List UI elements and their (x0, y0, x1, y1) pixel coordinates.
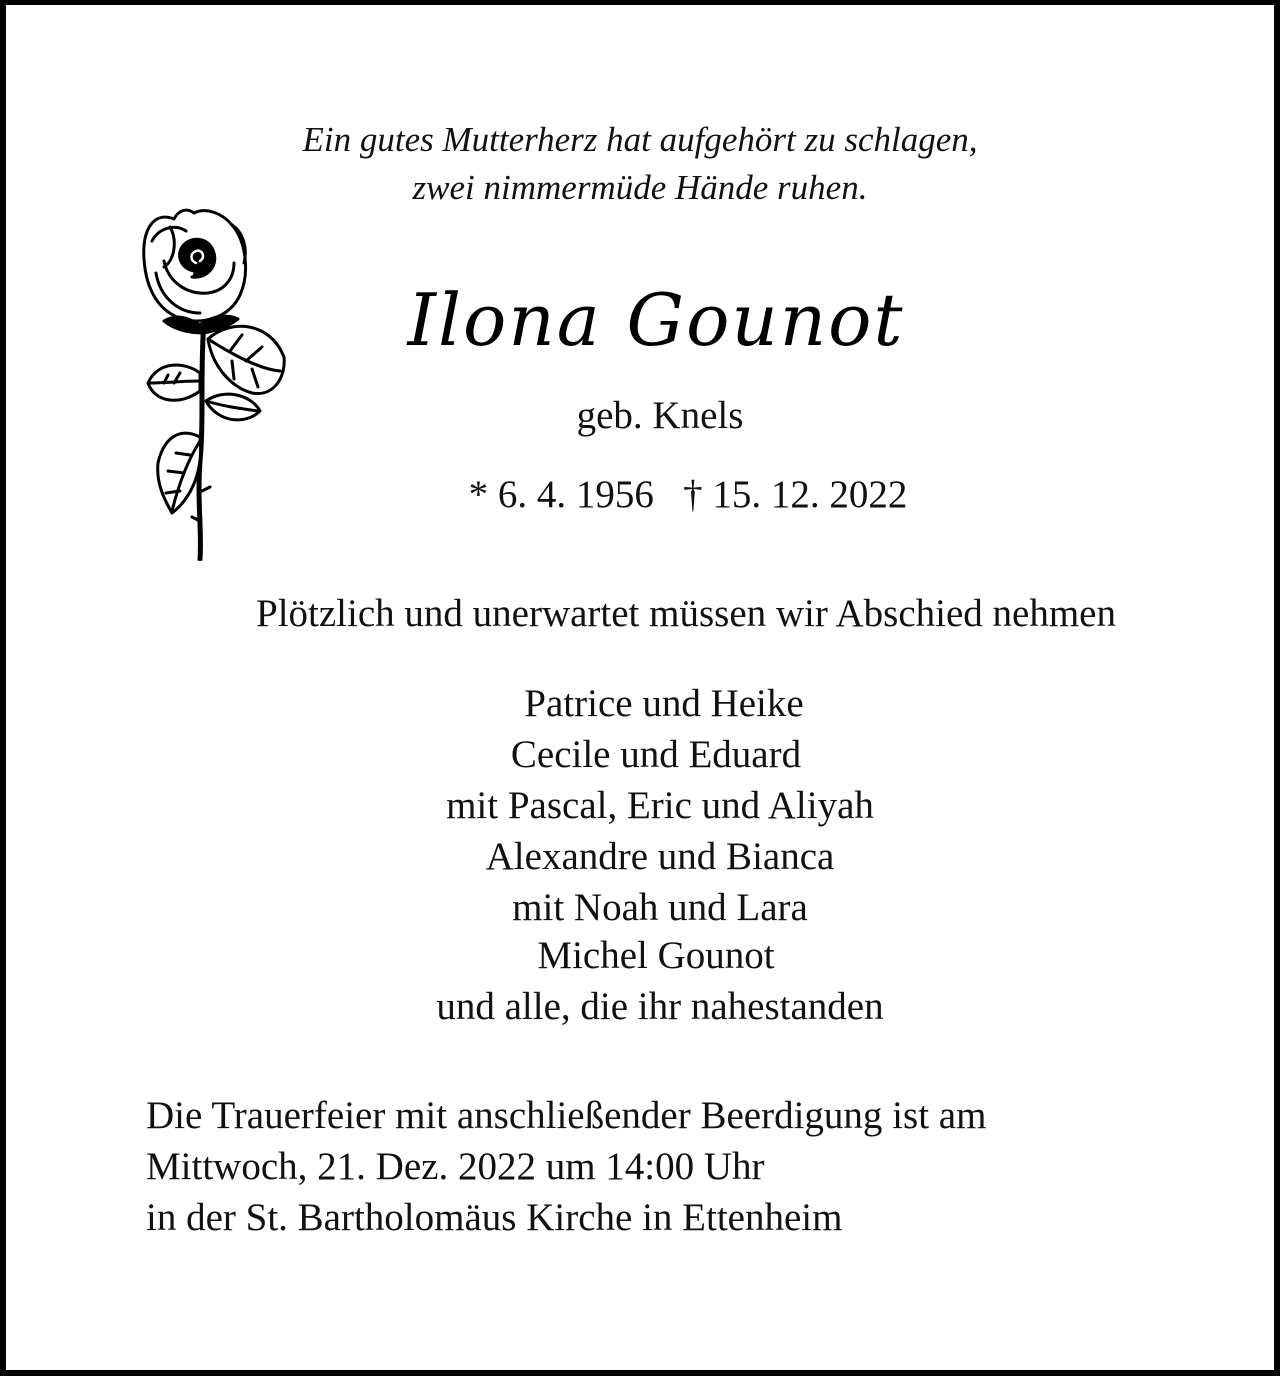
life-dates: * 6. 4. 1956 † 15. 12. 2022 (468, 473, 908, 516)
motto-line-1: Ein gutes Mutterherz hat aufgehört zu schlagen, (302, 120, 978, 159)
deceased-name: Ilona Gounot (407, 278, 905, 362)
intro-text: Plötzlich und unerwartet müssen wir Abschied nehmen (256, 592, 1116, 635)
maiden-name: geb. Knels (576, 394, 744, 437)
motto-line-2: zwei nimmermüde Hände ruhen. (412, 168, 868, 207)
mourner-line: Patrice und Heike (524, 682, 804, 725)
mourner-line: mit Pascal, Eric und Aliyah (446, 784, 874, 827)
mourner-line: Cecile und Eduard (510, 733, 802, 776)
mourner-line: und alle, die ihr nahestanden (436, 985, 884, 1028)
mourner-line: Alexandre und Bianca (485, 835, 835, 878)
service-line-1: Die Trauerfeier mit anschließender Beerdigung ist am (146, 1094, 987, 1137)
mourner-line: Michel Gounot (537, 934, 775, 977)
service-line-2: Mittwoch, 21. Dez. 2022 um 14:00 Uhr (146, 1145, 765, 1188)
deceased-name-block (366, 270, 946, 380)
service-line-3: in der St. Bartholomäus Kirche in Ettenheim (146, 1196, 843, 1239)
mourner-line: mit Noah und Lara (512, 886, 808, 929)
